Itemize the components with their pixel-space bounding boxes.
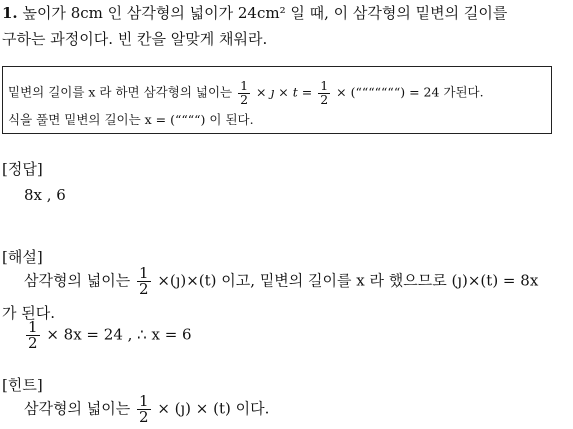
- fraction-half: [238, 80, 250, 106]
- answer-text: 8x , 6: [24, 186, 66, 204]
- fraction-numerator: 1: [138, 264, 149, 282]
- fraction-numerator: 1: [240, 78, 249, 93]
- fraction-half-2: [318, 80, 330, 106]
- problem-line-1-pre: 밑변의 길이를 x 라 하면 삼각형의 넓이는: [8, 84, 233, 100]
- problem-line-1-post: × (“““““““) = 24 가된다.: [336, 84, 484, 100]
- fraction-denominator: 2: [240, 91, 249, 107]
- fraction-denominator: 2: [138, 408, 149, 426]
- explanation-line-3-post: × 8x = 24 , ∴ x = 6: [46, 325, 192, 344]
- question-line-1: [2, 2, 507, 23]
- fraction-numerator: 1: [320, 78, 329, 93]
- explanation-line-1-pre: 삼각형의 넓이는: [24, 271, 131, 290]
- explanation-label: [해설]: [2, 248, 43, 266]
- question-text-2: 구하는 과정이다. 빈 칸을 알맞게 채워라.: [2, 30, 268, 48]
- hint-line-1: [24, 394, 269, 425]
- fraction-numerator: 1: [28, 318, 38, 336]
- fraction-half: [26, 320, 40, 351]
- explanation-line-3: [24, 320, 192, 351]
- problem-line-1-mid: × ȷ × t =: [256, 84, 313, 100]
- fraction-denominator: 2: [320, 91, 329, 107]
- question-number: 1.: [2, 4, 18, 22]
- fraction-denominator: 2: [28, 334, 38, 352]
- explanation-line-1: [24, 266, 538, 297]
- fraction-numerator: 1: [138, 392, 149, 410]
- explanation-line-2: 가 된다.: [2, 304, 56, 322]
- hint-label: [힌트]: [2, 376, 43, 394]
- problem-line-2: 식을 풀면 밑변의 길이는 x = (““““) 이 된다.: [8, 112, 254, 127]
- answer-label: [정답]: [2, 160, 43, 178]
- fraction-half: [137, 394, 151, 425]
- question-text-1: 높이가 8cm 인 삼각형의 넓이가 24cm² 일 때, 이 삼각형의 밑변의 길이를: [22, 4, 508, 22]
- fraction-denominator: 2: [138, 280, 149, 298]
- explanation-line-1-post: ×(ȷ)×(t) 이고, 밑변의 길이를 x 라 했으므로 (ȷ)×(t) = 8x: [157, 271, 539, 290]
- problem-line-1: [8, 80, 484, 106]
- hint-line-1-post: × (ȷ) × (t) 이다.: [157, 399, 270, 418]
- fraction-half: [137, 266, 151, 297]
- hint-line-1-pre: 삼각형의 넓이는: [24, 399, 131, 418]
